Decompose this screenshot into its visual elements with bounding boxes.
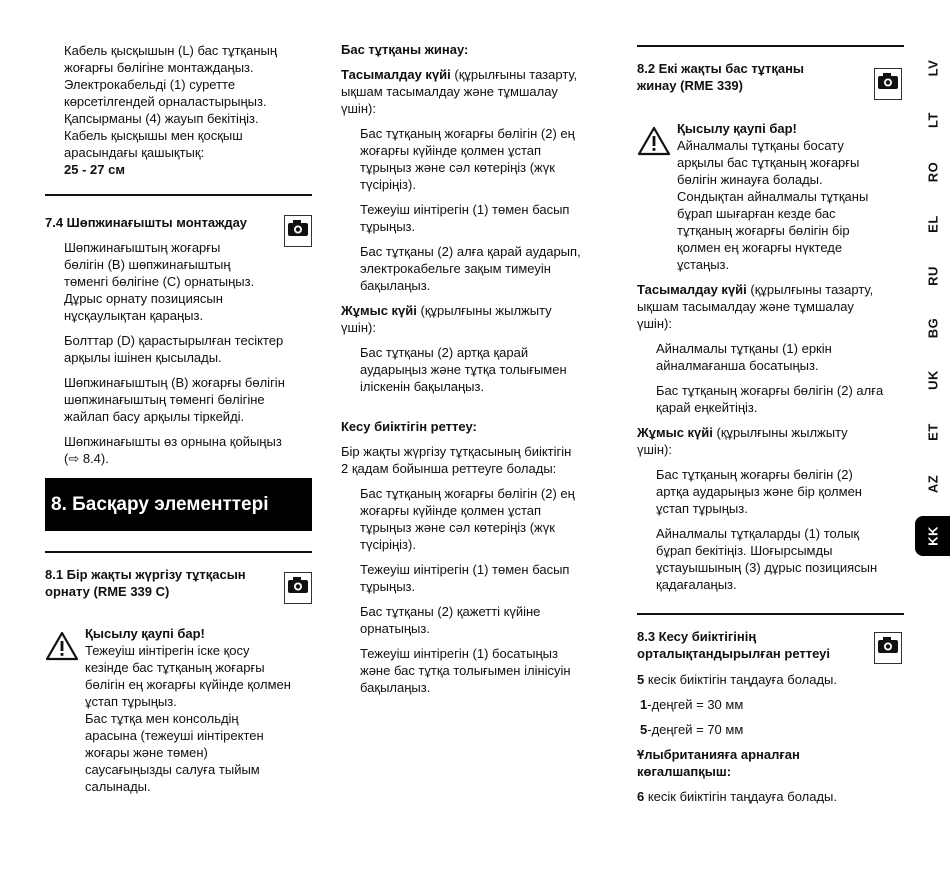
text-line: бақылаңыз. [360,278,431,293]
text-line: Шөпжинағыштың жоғарғы [64,240,221,255]
text-line: (құрылғыны жылжыту [712,425,848,440]
text-line: орнатыңыз. [360,621,430,636]
text-line: үшін): [637,442,672,457]
text-line: ұстап тұрыңыз. [85,694,177,709]
text-line: бұрап шығарған кезде бас [677,206,836,221]
chapter-8-heading: 8. Басқару элементтері [45,478,312,531]
text-line: ұстауышының (3) дұрыс позициясын [656,560,878,575]
text-line: тұтқаның жоғарғы бөлігін бір [677,223,850,238]
cut-height-body [341,443,611,696]
two-sided-positions [637,281,907,593]
section-divider [637,613,904,615]
text-line: тұрыңыз және сәл көтеріңіз (жүк [360,520,555,535]
paragraph [64,239,324,324]
section-8-2-title [637,60,867,94]
tab-az[interactable] [915,464,950,504]
text-line: кесік биіктігін таңдауға болады. [644,672,838,687]
text-line: жоғарғы күйінде қолмен ұстап [360,143,542,158]
transport-position [341,66,611,395]
text-line: Айналмалы тұтқаны босату [677,138,844,153]
transport-label: Тасымалдау күйі [341,67,451,82]
text-line: (құрылғыны жылжыту [416,303,552,318]
text-line: Сондықтан айналмалы тұтқаны [677,189,869,204]
text-line: Тежеуіш иінтірегін (1) босатыңыз [360,646,558,661]
camera-icon [874,632,902,664]
text-line: нұсқаулықтан қараңыз. [64,308,204,323]
text-line: Кабель қысқышы мен қосқыш [64,128,243,143]
text-line: кезінде бас тұтқаның жоғарғы [85,660,265,675]
section-divider [45,194,312,196]
section-8-3-body [637,671,907,805]
text-line: жайлап басу арқылы тіркейді. [64,409,245,424]
warning-triangle-icon [45,631,79,665]
distance-value: 25 - 27 см [64,162,125,177]
text-line: Бас тұтқа мен консольдің [85,711,239,726]
text-line: іліскенін бақылаңыз. [360,379,485,394]
text-line: Бас тұтқаны (2) артқа қарай [360,345,529,360]
camera-icon [284,572,312,604]
text-line: ықшам тасымалдау және тұмшалау [637,299,854,314]
cut-height-title: Кесу биіктігін реттеу: [341,419,477,434]
text-line: Шөпжинағышты өз орнына қойыңыз [64,434,282,449]
step [341,485,611,553]
tab-label: KK [925,526,940,546]
text-line: арқылы бас тұтқаның жоғарғы [677,155,860,170]
text-line: айналмағанша босатыңыз. [656,358,819,373]
tab-lt[interactable] [915,100,950,140]
text-line: орнату (RME 339 C) [45,584,170,599]
level-value: -деңгей = 70 мм [647,722,744,737]
text-line: аударыңыз және тұтқа толығымен [360,362,567,377]
text-line: Бас тұтқаның жоғарғы бөлігін (2) алға [656,383,884,398]
level-number: 5 [640,722,648,737]
section-8-1-title [45,566,275,600]
text-line: төменгі бөлігіне (C) орнатыңыз. [64,274,255,289]
step [341,561,611,595]
tab-label: RU [925,266,940,286]
text-line: Бір жақты жүргізу тұтқасының биіктігін [341,444,572,459]
tab-label: LT [925,112,940,128]
tab-label: BG [925,317,940,339]
text-line: (құрылғыны тазарту, [746,282,874,297]
step [637,466,907,517]
text-line: жоғарғы күйінде қолмен ұстап [360,503,542,518]
step [341,645,611,696]
text-line: бөлігін (B) шөпжинағыштың [64,257,231,272]
tab-ru[interactable] [915,256,950,296]
warning-triangle-icon [637,126,671,160]
text-line: ұстаңыз. [677,257,730,272]
tab-label: UK [925,370,940,390]
text-line: орталықтандырылған реттеуі [637,646,831,661]
text-line: кесік биіктігін таңдауға болады. [644,789,838,804]
section-divider [45,551,312,553]
text-line: 8.3 Кесу биіктігінің [637,629,757,644]
text-line: жоғарғы бөлігіне монтаждаңыз. [64,60,254,75]
text-line: саусағыңызды салуға тыйым [85,762,260,777]
text-line: арқылы ішінен қысылады. [64,350,222,365]
text-line: жинау (RME 339) [637,78,743,93]
text-line: тұрыңыз. [360,219,416,234]
text-line: ұстап тұрыңыз. [656,501,748,516]
text-line: түсіріңіз). [360,177,416,192]
tab-bg[interactable] [915,308,950,348]
text-line: қолмен ең жоғарғы нүктеде [677,240,843,255]
text-line: Бас тұтқаны (2) қажетті күйіне [360,604,541,619]
text-line: Тежеуіш иінтірегін (1) төмен басып [360,562,570,577]
text-line: үшін): [341,320,376,335]
text-line: және бас тұтқа толығымен ілінісуін [360,663,571,678]
tab-label: AZ [925,474,940,494]
count-number: 6 [637,789,645,804]
step [637,382,907,416]
work-label: Жұмыс күйі [341,303,417,318]
camera-icon [874,68,902,100]
tab-label: ET [925,423,940,441]
text-line: (⇨ 8.4). [64,451,109,466]
step [341,125,611,193]
warning-title: Қысылу қаупі бар! [85,626,205,641]
text-line: артқа аударыңыз және бір қолмен [656,484,862,499]
level-value: -деңгей = 30 мм [647,697,744,712]
text-line: Айналмалы тұтқаны (1) еркін [656,341,832,356]
text-line: электрокабельге зақым тимеуін [360,261,551,276]
step [637,525,907,593]
text-line: Дұрыс орнату позициясын [64,291,223,306]
text-line: Электрокабельді (1) суретте [64,77,236,92]
text-line: 2 қадам бойынша реттеуге болады: [341,461,557,476]
text-line: жоғары және төмен) [85,745,208,760]
text-line: қарай еңкейтіңіз. [656,400,758,415]
text-line: Бас тұтқаның жоғарғы бөлігін (2) ең [360,126,575,141]
text-line: Тежеуіш иінтірегін іске қосу [85,643,250,658]
text-line: бұрап бекітіңіз. Шоғырсымды [656,543,833,558]
text-line: бөлігін ең жоғарғы күйінде қолмен [85,677,291,692]
text-line: Тежеуіш иінтірегін (1) төмен басып [360,202,570,217]
tab-label: RO [925,161,940,183]
paragraph [64,332,324,366]
text-line: үшін): [637,316,672,331]
text-line: тұрыңыз. [360,579,416,594]
text-line: үшін): [341,101,376,116]
step [341,603,611,637]
text-line: Бас тұтқаны (2) алға қарай аударып, [360,244,581,259]
tab-label: LV [925,59,940,77]
tab-kk[interactable] [915,516,950,556]
tab-et[interactable] [915,412,950,452]
text-line: 8.1 Бір жақты жүргізу тұтқасын [45,567,246,582]
section-divider [637,45,904,47]
text-line: Бас тұтқаның жоғарғы бөлігін (2) ең [360,486,575,501]
text-line: арасына (тежеуші иінтіректен [85,728,264,743]
text-line: 8.2 Екі жақты бас тұтқаны [637,61,805,76]
text-line: (құрылғыны тазарту, [450,67,578,82]
text-line: Шөпжинағыштың (B) жоғарғы бөлігін [64,375,285,390]
uk-title: Ұлыбританияға арналған [637,747,800,762]
text-line: бақылаңыз. [360,680,431,695]
tab-uk[interactable] [915,360,950,400]
step [341,344,611,395]
warning-text [85,625,315,795]
cable-clamp-text [64,42,324,178]
step [637,340,907,374]
text-line: қадағалаңыз. [656,577,737,592]
section-7-4-body [64,239,324,467]
tab-label: EL [925,215,940,233]
tab-el[interactable] [915,204,950,244]
warning-title: Қысылу қаупі бар! [677,121,797,136]
assemble-handle-title: Бас тұтқаны жинау: [341,42,469,57]
tab-lv[interactable] [915,48,950,88]
text-line: арасындағы қашықтық: [64,145,205,160]
section-7-4-title: 7.4 Шөпжинағышты монтаждау [45,215,248,230]
text-line: көрсетілгендей орналастырыңыз. [64,94,267,109]
warning-text [677,120,905,273]
text-line: Айналмалы тұтқаларды (1) толық [656,526,860,541]
transport-label: Тасымалдау күйі [637,282,747,297]
paragraph [64,374,324,425]
text-line: түсіріңіз). [360,537,416,552]
text-line: Кабель қысқышын (L) бас тұтқаның [64,43,278,58]
text-line: Болттар (D) қарастырылған тесіктер [64,333,284,348]
text-line: бөлігін жинауға болады. [677,172,823,187]
text-line: салынады. [85,779,151,794]
work-label: Жұмыс күйі [637,425,713,440]
count-number: 5 [637,672,645,687]
text-line: Қапсырманы (4) жауып бекітіңіз. [64,111,259,126]
text-line: Бас тұтқаның жоғарғы бөлігін (2) [656,467,853,482]
text-line: шөпжинағыштың төменгі бөлігіне [64,392,265,407]
step [341,243,611,294]
section-8-3-title [637,628,867,662]
tab-ro[interactable] [915,152,950,192]
step [341,201,611,235]
level-number: 1 [640,697,648,712]
paragraph [64,433,324,467]
text-line: тұрыңыз және сәл көтеріңіз (жүк [360,160,555,175]
text-line: ықшам тасымалдау және тұмшалау [341,84,558,99]
uk-title: көгалшапқыш: [637,764,732,779]
